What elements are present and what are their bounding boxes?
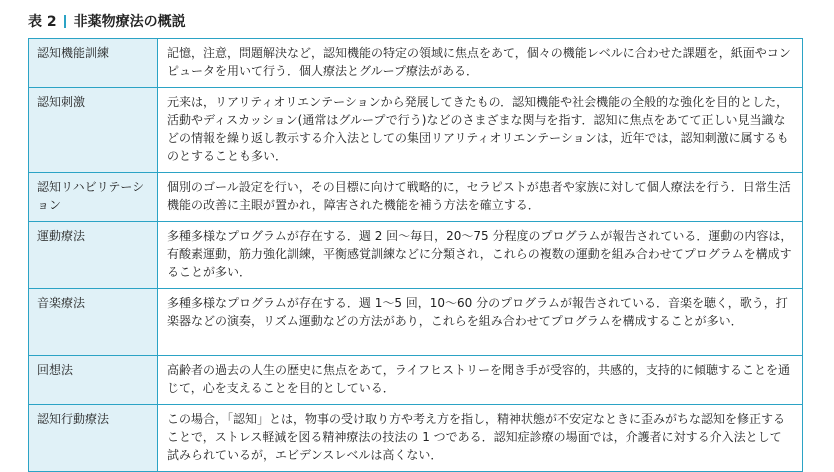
table-title: 非薬物療法の概説 [73,14,186,30]
therapy-description: 個別のゴール設定を行い，その目標に向けて戦略的に，セラピストが患者や家族に対して個人療法を行う．日常生活機能の改善に主眼が置かれ，障害された機能を補う方法を確立する． [158,173,803,222]
therapy-description: 記憶，注意，問題解決など，認知機能の特定の領域に焦点をあて，個々の機能レベルに合わせた課題を，紙面やコンピュータを用いて行う．個人療法とグループ療法がある． [158,39,803,88]
caption-divider [64,15,66,28]
therapy-description: 多種多様なプログラムが存在する．週 1～5 回，10～60 分のプログラムが報告されている．音楽を聴く，歌う，打楽器などの演奏，リズム運動などの方法があり，これらを組み合わせてプログラムを構成することが多い． [158,289,803,356]
therapy-description: 元来は，リアリティオリエンテーションから発展してきたもの．認知機能や社会機能の全般的な強化を目的とした，活動やディスカッション(通常はグループで行う)などのさまざまな関与を指す．認知に焦点をあてて正しい見当識などの情報を繰り返し教示する介入法としての集団リアリティオリエンテーションは，近年では，認知刺激に属するものとすることも多い． [158,88,803,173]
therapy-description: 高齢者の過去の人生の歴史に焦点をあて，ライフヒストリーを聞き手が受容的，共感的，支持的に傾聴することを通じて，心を支えることを目的としている． [158,356,803,405]
therapy-name: 回想法 [29,356,158,405]
therapy-name: 認知刺激 [29,88,158,173]
therapy-description: 多種多様なプログラムが存在する．週 2 回～毎日，20～75 分程度のプログラムが報告されている．運動の内容は，有酸素運動，筋力強化訓練，平衡感覚訓練などに分類され，これらの複数の運動を組み合わせてプログラムを構成することが多い． [158,222,803,289]
therapy-name: 音楽療法 [29,289,158,356]
table-row [29,356,803,405]
therapy-description: この場合，「認知」とは，物事の受け取り方や考え方を指し，精神状態が不安定なときに歪みがちな認知を修正することで，ストレス軽減を図る精神療法の技法の 1 つである．認知症診療の場面では，介護者に対する介入法として試みられているが，エビデンスレベルは高くない． [158,405,803,472]
table-row [29,289,803,356]
therapy-name: 認知リハビリテーション [29,173,158,222]
therapy-name: 運動療法 [29,222,158,289]
table-row [29,173,803,222]
therapy-table [28,38,803,472]
table-caption [28,10,186,32]
therapy-name: 認知機能訓練 [29,39,158,88]
table-number: 表 2 [28,14,57,30]
table-row [29,39,803,88]
therapy-name: 認知行動療法 [29,405,158,472]
table-row [29,405,803,472]
table-row [29,222,803,289]
table-row [29,88,803,173]
